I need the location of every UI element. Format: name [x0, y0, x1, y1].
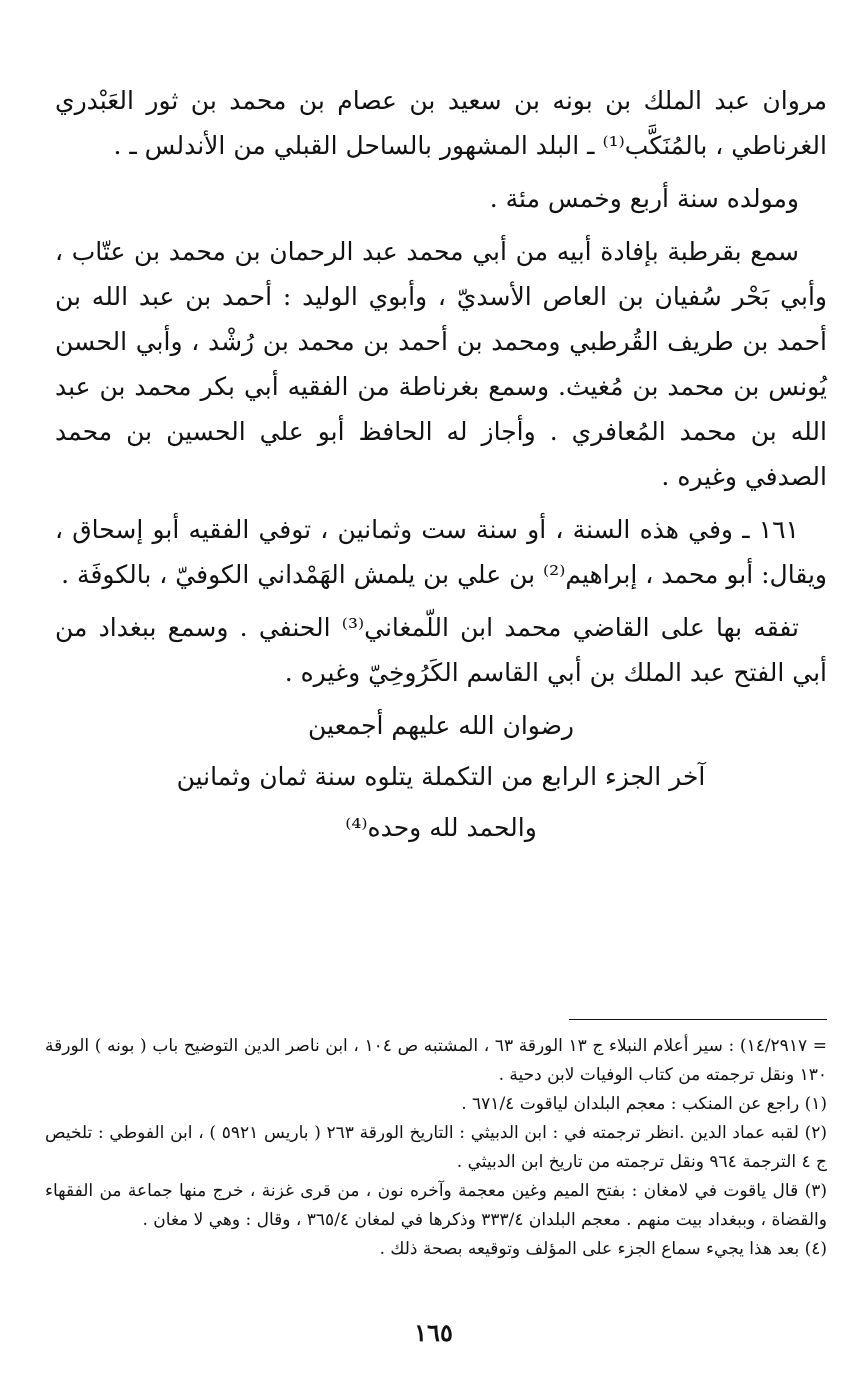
footnote-1: (١) راجع عن المنكب : معجم البلدان لياقوت ٦٧١/٤ .	[461, 1094, 827, 1114]
page-number: ١٦٥	[414, 1318, 453, 1347]
paragraph-birth: ومولده سنة أربع وخمس مئة .	[489, 184, 799, 213]
main-text	[55, 78, 827, 856]
footnotes	[45, 1032, 827, 1264]
paragraph-entry-161: ١٦١ ـ وفي هذه السنة ، أو سنة ست وثمانين ، توفي الفقيه أبو إسحاق ، ويقال: أبو محمد ، إبراهيم⁽²⁾ بن علي بن يلمش الهَمْداني الكوفيّ ، بالكوفَة .	[55, 515, 827, 589]
closing-praise: والحمد لله وحده⁽⁴⁾	[345, 813, 537, 842]
footnote-separator	[569, 1019, 827, 1020]
closing-colophon: آخر الجزء الرابع من التكملة يتلوه سنة ثمان وثمانين	[176, 762, 706, 791]
paragraph-name-continuation: مروان عبد الملك بن بونه بن سعيد بن عصام بن محمد بن ثور العَبْدري الغرناطي ، بالمُنَكَّب⁽¹⁾ ـ البلد المشهور بالساحل القبلي من الأندلس ـ .	[55, 86, 827, 160]
footnote-2: (٢) لقبه عماد الدين .انظر ترجمته في : ابن الدبيثي : التاريخ الورقة ٢٦٣ ( باريس ٥٩٢١ ) ، ابن الفوطي : تلخيص ج ٤ الترجمة ٩٦٤ ونقل ترجمته من تاريخ ابن الدبيثي .	[45, 1123, 827, 1172]
footnote-3: (٣) قال ياقوت في لامغان : بفتح الميم وغين معجمة وآخره نون ، من قرى غزنة ، خرج منها جماعة من الفقهاء والقضاة ، وببغداد بيت منهم . معجم البلدان ٣٣٣/٤ وذكرها في لمغان ٣٦٥/٤ ، وقال : وهي لا مغان .	[45, 1181, 827, 1230]
paragraph-teachers: سمع بقرطبة بإفادة أبيه من أبي محمد عبد الرحمان بن محمد بن عتّاب ، وأبي بَحْر سُفيان بن العاص الأسديّ ، وأبوي الوليد : أحمد بن عبد الله بن أحمد بن طريف القُرطبي ومحمد بن أحمد بن محمد بن رُشْد ، وأبي الحسن يُونس بن محمد بن مُغيث. وسمع بغرناطة من الفقيه أبي بكر محمد بن عبد الله بن محمد المُعافري . وأجاز له الحافظ أبو علي الحسين بن محمد الصدفي وغيره .	[55, 237, 827, 491]
closing-blessing: رضوان الله عليهم أجمعين	[308, 711, 574, 740]
footnote-4: (٤) بعد هذا يجيء سماع الجزء على المؤلف وتوقيعه بصحة ذلك .	[379, 1239, 827, 1259]
paragraph-study: تفقه بها على القاضي محمد ابن اللّمغاني⁽³⁾ الحنفي . وسمع ببغداد من أبي الفتح عبد الملك بن أبي القاسم الكَرُوخِيّ وغيره .	[55, 613, 827, 687]
footnote-continuation: = ١٤/٢٩١٧) : سير أعلام النبلاء ج ١٣ الورقة ٦٣ ، المشتبه ص ١٠٤ ، ابن ناصر الدين التوضيح باب ( بونه ) الورقة ١٣٠ ونقل ترجمته من كتاب الوفيات لابن دحية .	[45, 1036, 827, 1085]
